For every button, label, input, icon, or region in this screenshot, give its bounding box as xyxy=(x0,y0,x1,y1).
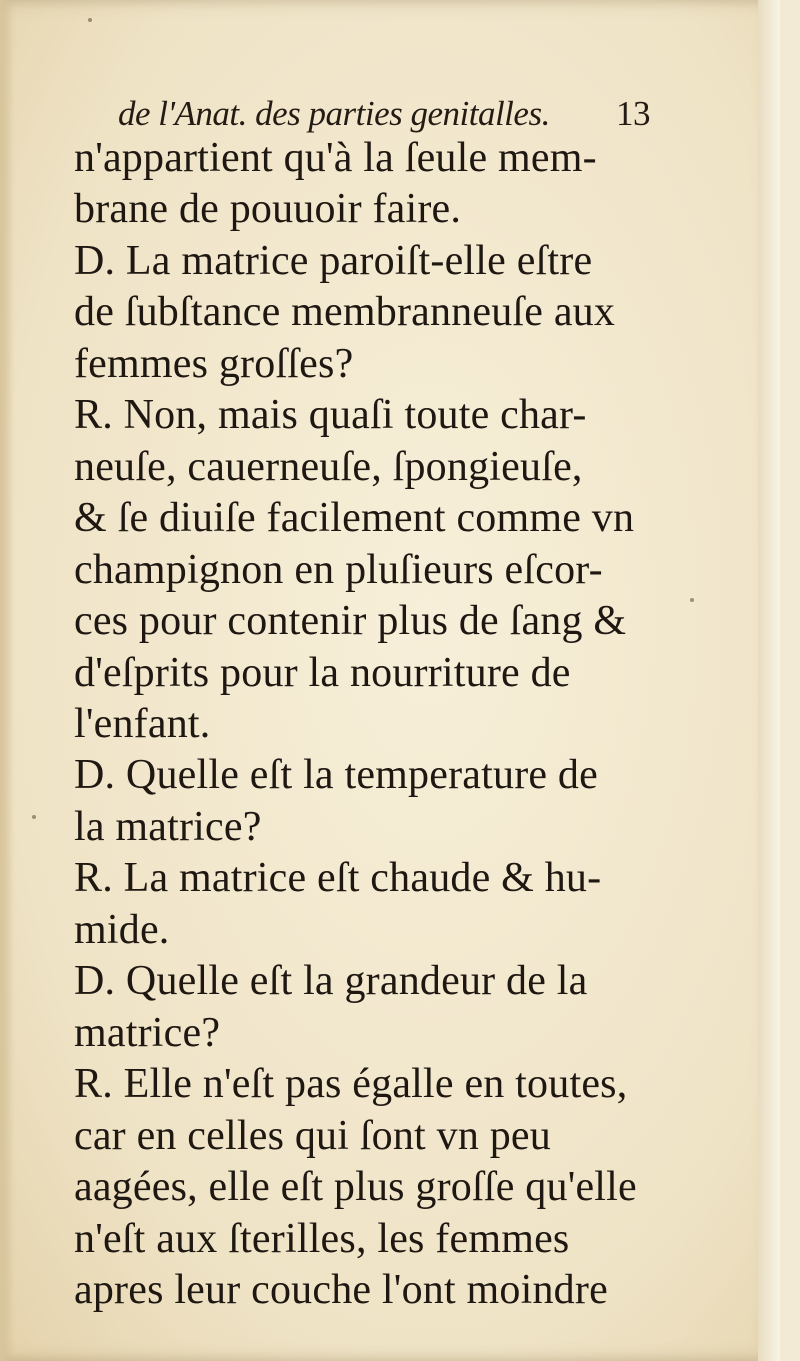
text-line: R. Elle n'eſt pas égalle en toutes, xyxy=(74,1061,628,1107)
page-number: 13 xyxy=(616,94,650,133)
text-line: matrice? xyxy=(74,1010,221,1056)
running-title: de l'Anat. des parties genitalles. xyxy=(118,94,550,133)
text-line: ces pour contenir plus de ſang & xyxy=(74,598,627,644)
page-edge xyxy=(758,0,780,1361)
page-gutter-shadow xyxy=(0,0,14,1361)
text-line: car en celles qui ſont vn peu xyxy=(74,1113,551,1159)
text-line: mide. xyxy=(74,907,170,953)
text-line: R. La matrice eſt chaude & hu- xyxy=(74,855,602,901)
text-line: neuſe, cauerneuſe, ſpongieuſe, xyxy=(74,444,583,490)
paper-speck xyxy=(88,18,92,22)
text-line: d'eſprits pour la nourriture de xyxy=(74,650,571,696)
text-line: brane de pouuoir faire. xyxy=(74,186,462,232)
text-line: femmes groſſes? xyxy=(74,341,354,387)
text-line: l'enfant. xyxy=(74,701,211,747)
text-line: D. La matrice paroiſt-elle eſtre xyxy=(74,238,593,284)
text-line: R. Non, mais quaſi toute char- xyxy=(74,392,587,438)
paper-speck xyxy=(32,815,36,819)
text-line: & ſe diuiſe facilement comme vn xyxy=(74,495,635,541)
text-line: n'appartient qu'à la ſeule mem- xyxy=(74,135,597,181)
text-line: n'eſt aux ſterilles, les femmes xyxy=(74,1216,570,1262)
text-line: champignon en pluſieurs eſcor- xyxy=(74,547,603,593)
text-line: la matrice? xyxy=(74,804,262,850)
text-line: aagées, elle eſt plus groſſe qu'elle xyxy=(74,1164,637,1210)
text-line: D. Quelle eſt la grandeur de la xyxy=(74,958,588,1004)
text-line: D. Quelle eſt la temperature de xyxy=(74,752,598,798)
text-line: de ſubſtance membranneuſe aux xyxy=(74,289,616,335)
text-line: apres leur couche l'ont moindre xyxy=(74,1267,608,1313)
paper-speck xyxy=(690,598,694,602)
running-header xyxy=(118,94,658,138)
